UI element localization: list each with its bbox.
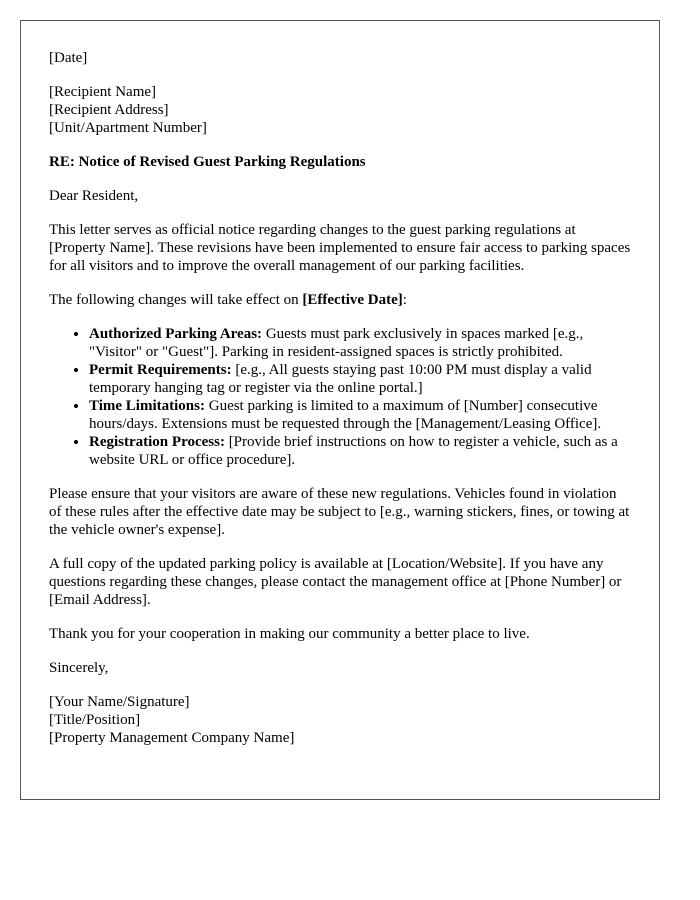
subject-line: RE: Notice of Revised Guest Parking Regulations — [49, 154, 366, 170]
list-item-label: Permit Requirements: — [89, 362, 232, 378]
effective-date: [Effective Date] — [302, 292, 403, 308]
recipient-address: [Recipient Address] — [49, 102, 169, 118]
signature-title: [Title/Position] — [49, 712, 141, 728]
signature-block — [49, 693, 631, 747]
intro-paragraph: This letter serves as official notice regarding changes to the guest parking regulations at [Property Name]. These revisions have been implemented to ensure fair access to parking spaces for all visitors and to improve the overall management of our parking facilities. — [49, 222, 631, 274]
closing: Sincerely, — [49, 660, 109, 676]
recipient-block — [49, 83, 631, 137]
list-item-permit-requirements — [89, 361, 631, 397]
letter-date: [Date] — [49, 50, 88, 66]
list-item-authorized-parking — [89, 325, 631, 361]
list-item-text: Guest parking is limited to a maximum of [Number] consecutive hours/days. Extensions must be requested through the [Management/Leasing Office]. — [89, 398, 602, 432]
salutation: Dear Resident, — [49, 188, 139, 204]
changes-lead — [49, 291, 631, 309]
changes-lead-after: : — [402, 292, 407, 308]
compliance-paragraph: Please ensure that your visitors are aware of these new regulations. Vehicles found in violation of these rules after the effective date may be subject to [e.g., warning stickers, fines, or towing at the vehicle owner's expense]. — [49, 486, 630, 538]
recipient-name: [Recipient Name] — [49, 84, 157, 100]
changes-list — [49, 325, 631, 469]
signature-name: [Your Name/Signature] — [49, 694, 190, 710]
changes-lead-before: The following changes will take effect on — [49, 292, 303, 308]
list-item-label: Registration Process: — [89, 434, 225, 450]
list-item-label: Time Limitations: — [89, 398, 205, 414]
policy-paragraph: A full copy of the updated parking policy is available at [Location/Website]. If you have any questions regarding these changes, please contact the management office at [Phone Number] or [Email Address]. — [49, 556, 622, 608]
list-item-text: Guests must park exclusively in spaces marked [e.g., "Visitor" or "Guest"]. Parking in resident-assigned spaces is strictly prohibited. — [89, 326, 584, 360]
list-item-label: Authorized Parking Areas: — [89, 326, 263, 342]
list-item-time-limitations — [89, 397, 631, 433]
list-item-text: [Provide brief instructions on how to register a vehicle, such as a website URL or office procedure]. — [89, 434, 618, 468]
signature-company: [Property Management Company Name] — [49, 730, 295, 746]
thanks-paragraph: Thank you for your cooperation in making our community a better place to live. — [49, 626, 530, 642]
list-item-text: [e.g., All guests staying past 10:00 PM must display a valid temporary hanging tag or register via the online portal.] — [89, 362, 592, 396]
letter-document — [20, 20, 660, 800]
recipient-unit: [Unit/Apartment Number] — [49, 120, 207, 136]
list-item-registration-process — [89, 433, 631, 469]
